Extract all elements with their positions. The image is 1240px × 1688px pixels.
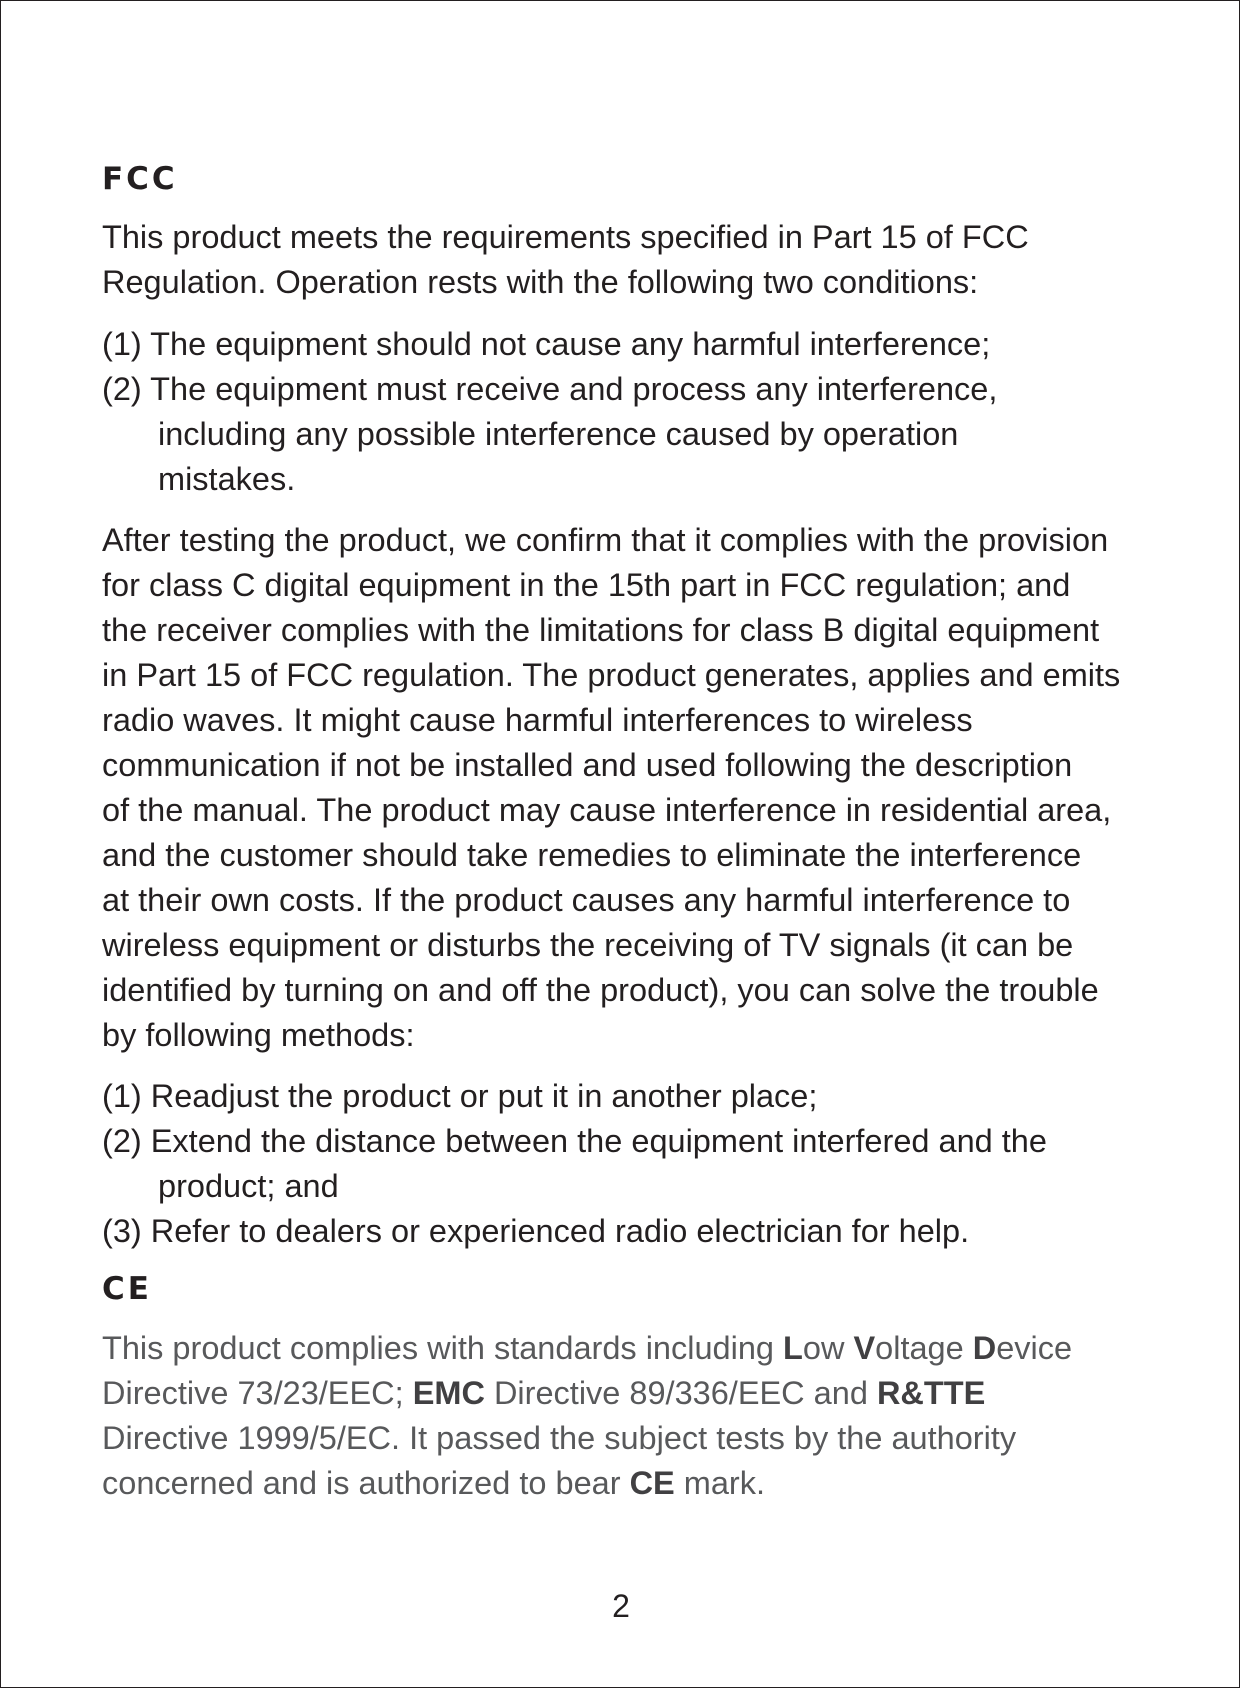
ce-line (102, 1326, 1162, 1371)
ce-bold-segment: L (783, 1330, 803, 1366)
fcc-intro-line: Regulation. Operation rests with the following two conditions: (102, 264, 979, 300)
fcc-body-line: for class C digital equipment in the 15th part in FCC regulation; and (102, 567, 1071, 603)
fcc-body-line: communication if not be installed and used following the description (102, 747, 1073, 783)
ce-text-segment: ow (802, 1330, 854, 1366)
fcc-body-line: wireless equipment or disturbs the receiving of TV signals (it can be (102, 927, 1074, 963)
page-content (102, 156, 1162, 1506)
fcc-body-line: of the manual. The product may cause interference in residential area, (102, 792, 1112, 828)
fcc-body-line: After testing the product, we confirm that it complies with the provision (102, 522, 1109, 558)
list-item: (1) Readjust the product or put it in another place; (102, 1078, 818, 1114)
page-number: 2 (612, 1588, 630, 1624)
list-item: (3) Refer to dealers or experienced radio electrician for help. (102, 1213, 970, 1249)
fcc-conditions-list (102, 322, 1162, 502)
list-item-continuation: product; and (158, 1168, 339, 1204)
ce-bold-segment: CE (629, 1465, 675, 1501)
fcc-intro-line: This product meets the requirements specified in Part 15 of FCC (102, 219, 1029, 255)
ce-heading: CE (102, 1271, 152, 1307)
fcc-methods-list (102, 1074, 1162, 1254)
fcc-body-line: identified by turning on and off the product), you can solve the trouble (102, 972, 1099, 1008)
fcc-body-line: at their own costs. If the product causes any harmful interference to (102, 882, 1071, 918)
list-item: (2) Extend the distance between the equipment interfered and the (102, 1123, 1047, 1159)
ce-bold-segment: EMC (412, 1375, 485, 1411)
ce-text-segment: concerned and is authorized to bear (102, 1465, 630, 1501)
fcc-body-line: the receiver complies with the limitations for class B digital equipment (102, 612, 1100, 648)
fcc-body-line: by following methods: (102, 1017, 415, 1053)
fcc-body-line: radio waves. It might cause harmful interferences to wireless (102, 702, 973, 738)
list-item-continuation: including any possible interference caused by operation (158, 416, 959, 452)
ce-line (102, 1371, 1162, 1416)
ce-text-segment: This product complies with standards including (102, 1330, 784, 1366)
ce-text-segment: oltage (875, 1330, 973, 1366)
ce-bold-segment: V (853, 1330, 876, 1366)
ce-line (102, 1461, 1162, 1506)
fcc-body-line: in Part 15 of FCC regulation. The product generates, applies and emits (102, 657, 1121, 693)
ce-bold-segment: D (972, 1330, 997, 1366)
ce-paragraph (102, 1326, 1162, 1506)
fcc-body-line: and the customer should take remedies to eliminate the interference (102, 837, 1082, 873)
ce-text-segment: Directive 73/23/EEC; (102, 1375, 413, 1411)
fcc-body-paragraph (102, 518, 1162, 1058)
ce-bold-segment: R&TTE (876, 1375, 986, 1411)
list-item-continuation: mistakes. (158, 461, 296, 497)
fcc-intro-paragraph (102, 215, 1162, 305)
list-item: (2) The equipment must receive and process any interference, (102, 371, 998, 407)
ce-line: Directive 1999/5/EC. It passed the subject tests by the authority (102, 1420, 1017, 1456)
ce-text-segment: evice (996, 1330, 1073, 1366)
ce-text-segment: mark. (674, 1465, 766, 1501)
list-item: (1) The equipment should not cause any harmful interference; (102, 326, 991, 362)
fcc-heading: FCC (102, 161, 178, 197)
ce-text-segment: Directive 89/336/EEC and (484, 1375, 877, 1411)
